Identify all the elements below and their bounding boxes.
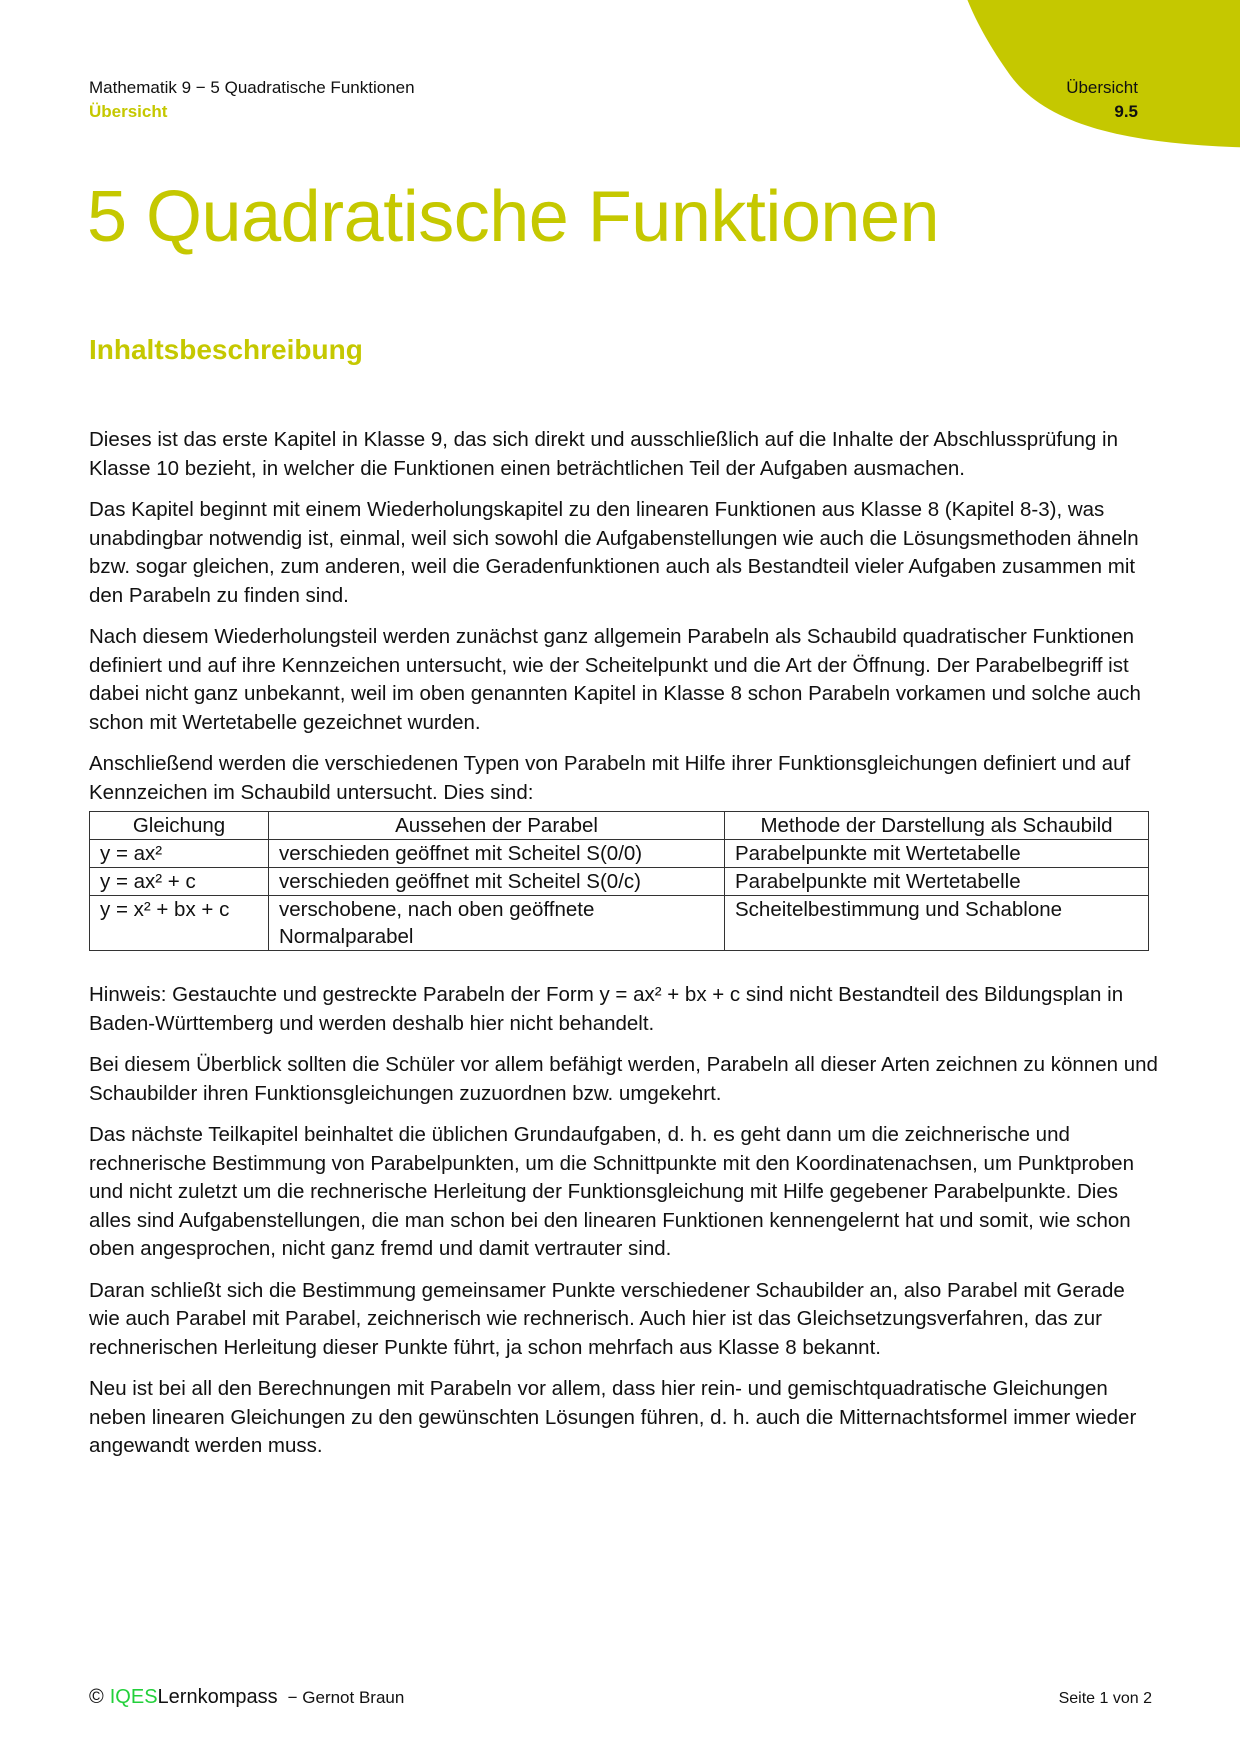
brand-iqes: IQES — [109, 1686, 158, 1708]
section-label: Übersicht — [89, 102, 168, 121]
document-body — [89, 426, 1159, 1474]
paragraph: Dieses ist das erste Kapitel in Klasse 9, das sich direkt und ausschließlich auf die Inhalte der Abschlussprüfung in Klasse 10 bezieht, in welcher die Funktionen einen beträchtlichen Teil der Aufgaben ausmachen. — [89, 428, 1118, 480]
column-header: Methode der Darstellung als Schaubild — [725, 812, 1149, 840]
table-cell: verschobene, nach oben geöffnete Normalparabel — [269, 896, 725, 951]
table-row — [90, 896, 1149, 951]
copyright-icon: © — [89, 1686, 104, 1708]
paragraph: Nach diesem Wiederholungsteil werden zunächst ganz allgemein Parabeln als Schaubild quadratischer Funktionen definiert und auf ihre Kennzeichen untersucht, wie der Scheitelpunkt und die Art der Öffnung. Der Parabelbegriff ist dabei nicht ganz unbekannt, weil im oben genannten Kapitel in Klasse 8 schon Parabeln vorkamen und solche auch schon mit Wertetabelle gezeichnet wurden. — [89, 625, 1141, 734]
table-row — [90, 868, 1149, 896]
table-row — [90, 840, 1149, 868]
table-cell: verschieden geöffnet mit Scheitel S(0/0) — [269, 840, 725, 868]
page-title: 5 Quadratische Funktionen — [87, 177, 940, 257]
paragraph: Das nächste Teilkapitel beinhaltet die üblichen Grundaufgaben, d. h. es geht dann um die zeichnerische und rechnerische Bestimmung von Parabelpunkten, um die Schnittpunkte mit den Koordinatenachsen, um Punktproben und nicht zuletzt um die rechnerische Herleitung der Funktionsgleichung mit Hilfe gegebener Parabelpunkte. Dies alles sind Aufgabenstellungen, die man schon bei den linearen Funktionen kennengelernt hat und somit, wie schon oben angesprochen, nicht ganz fremd und damit vertrauter sind. — [89, 1123, 1134, 1260]
brand-lernkompass: Lernkompass — [157, 1686, 278, 1708]
footer-credits — [89, 1686, 404, 1709]
table-cell: y = ax² + c — [90, 868, 269, 896]
section-heading: Inhaltsbeschreibung — [89, 334, 363, 365]
author: − Gernot Braun — [287, 1688, 405, 1707]
table-cell: y = x² + bx + c — [90, 896, 269, 951]
table-header-row — [90, 812, 1149, 840]
paragraph: Hinweis: Gestauchte und gestreckte Parabeln der Form y = ax² + bx + c sind nicht Bestandteil des Bildungsplan in Baden-Württemberg und werden deshalb hier nicht behandelt. — [89, 983, 1124, 1035]
paragraph: Das Kapitel beginnt mit einem Wiederholungskapitel zu den linearen Funktionen aus Klasse 8 (Kapitel 8-3), was unabdingbar notwendig ist, einmal, weil sich sowohl die Aufgabenstellungen wie auch die Lösungsmethoden ähneln bzw. sogar gleichen, zum anderen, weil die Geradenfunktionen auch als Bestandteil vieler Aufgaben zusammen mit den Parabeln zu finden sind. — [89, 498, 1139, 607]
chapter-number: 9.5 — [1114, 102, 1138, 121]
paragraph: Bei diesem Überblick sollten die Schüler vor allem befähigt werden, Parabeln all dieser Arten zeichnen zu können und Schaubilder ihren Funktionsgleichungen zuzuordnen bzw. umgekehrt. — [89, 1053, 1158, 1105]
header-right — [1066, 76, 1138, 124]
header-left — [89, 76, 415, 124]
table-cell: verschieden geöffnet mit Scheitel S(0/c) — [269, 868, 725, 896]
page-number: Seite 1 von 2 — [1058, 1690, 1152, 1707]
course-title: Mathematik 9 − 5 Quadratische Funktionen — [89, 78, 415, 97]
corner-decoration — [940, 0, 1240, 148]
table-cell: Scheitelbestimmung und Schablone — [725, 896, 1149, 951]
paragraph: Anschließend werden die verschiedenen Typen von Parabeln mit Hilfe ihrer Funktionsgleichungen definiert und auf Kennzeichen im Schaubild untersucht. Dies sind: — [89, 752, 1131, 804]
column-header: Aussehen der Parabel — [269, 812, 725, 840]
column-header: Gleichung — [90, 812, 269, 840]
paragraph: Neu ist bei all den Berechnungen mit Parabeln vor allem, dass hier rein- und gemischtquadratische Gleichungen neben linearen Gleichungen zu den gewünschten Lösungen führen, d. h. auch die Mitternachtsformel immer wieder angewandt werden muss. — [89, 1377, 1137, 1457]
table-cell: y = ax² — [90, 840, 269, 868]
parabola-types-table — [89, 811, 1149, 951]
paragraph: Daran schließt sich die Bestimmung gemeinsamer Punkte verschiedener Schaubilder an, also Parabel mit Gerade wie auch Parabel mit Parabel, zeichnerisch wie rechnerisch. Auch hier ist das Gleichsetzungsverfahren, das zur rechnerischen Herleitung dieser Punkte führt, ja schon mehrfach aus Klasse 8 bekannt. — [89, 1278, 1125, 1359]
table-cell: Parabelpunkte mit Wertetabelle — [725, 840, 1149, 868]
overview-label: Übersicht — [1066, 78, 1138, 97]
table-cell: Parabelpunkte mit Wertetabelle — [725, 868, 1149, 896]
